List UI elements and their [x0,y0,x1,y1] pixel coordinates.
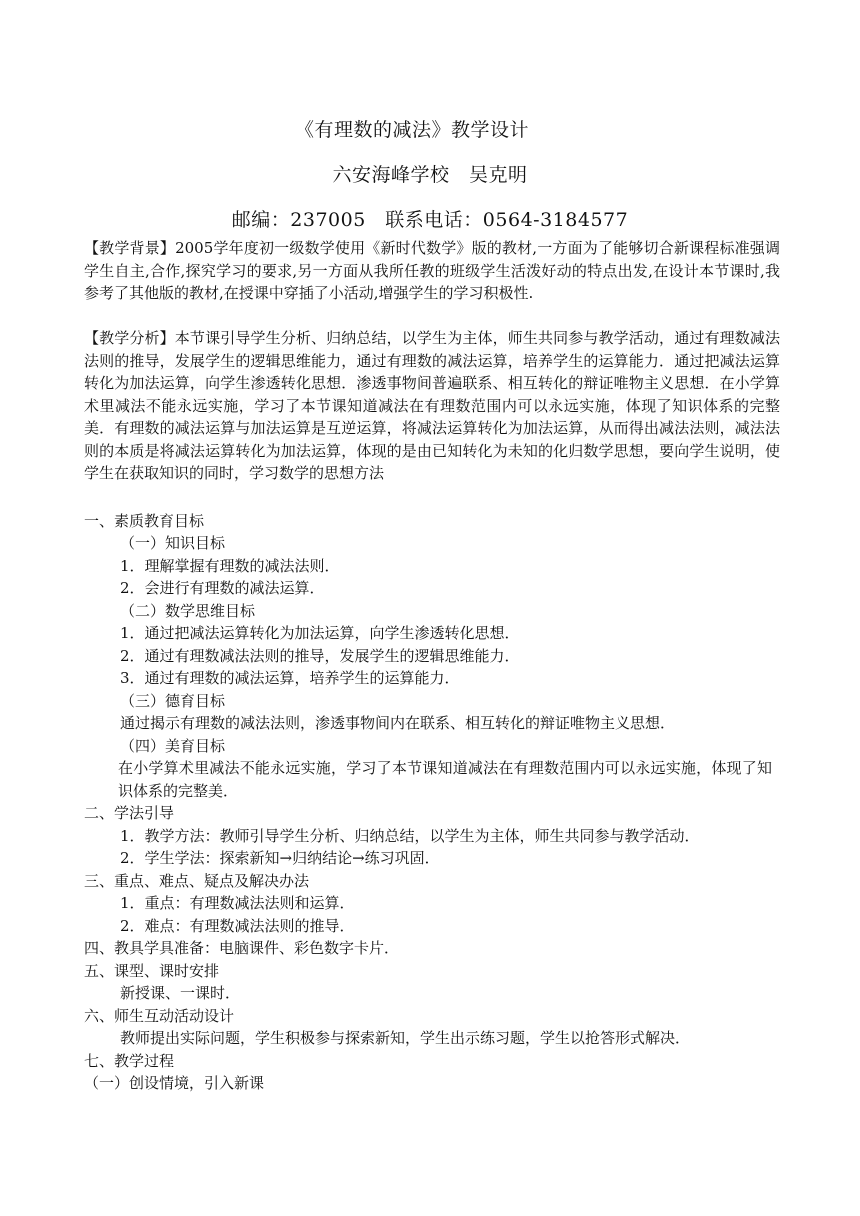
list-item: 1．通过把减法运算转化为加法运算，向学生渗透转化思想． [120,624,520,642]
list-item: 教师提出实际问题，学生积极参与探索新知，学生出示练习题，学生以抢答形式解决． [120,1029,691,1047]
analysis-paragraph: 【教学分析】本节课引导学生分析、归纳总结，以学生为主体，师生共同参与教学活动，通过有理数减法法则的推导，发展学生的逻辑思维能力，通过有理数的减法运算，培养学生的运算能力．通过把减法运算转化为加法运算，向学生渗透转化思想．渗透事物间普遍联系、相互转化的辩证唯物主义思想．在小学算术里减法不能永远实施，学习了本节课知道减法在有理数范围内可以永远实施，体现了知识体系的完整美．有理数的减法运算与加法运算是互逆运算，将减法运算转化为加法运算，从而得出减法法则，减法法则的本质是将减法运算转化为加法运算，体现的是由已知转化为未知的化归数学思想，要向学生说明，使学生在获取知识的同时，学习数学的思想方法 [84,329,780,482]
section-heading-4: 四、教具学具准备：电脑课件、彩色数字卡片． [84,939,400,957]
list-item: 2．会进行有理数的减法运算． [120,579,325,597]
subsection-heading: （一）创设情境，引入新课 [84,1074,265,1092]
list-item: 通过揭示有理数的减法法则，渗透事物间内在联系、相互转化的辩证唯物主义思想． [120,714,676,732]
list-item: 3．通过有理数的减法运算，培养学生的运算能力． [120,669,460,687]
section-heading-5: 五、课型、课时安排 [84,962,220,980]
list-item: 2．通过有理数减法法则的推导，发展学生的逻辑思维能力． [120,647,520,665]
author-line: 六安海峰学校 吴克明 [332,164,528,186]
list-item: 1．教学方法：教师引导学生分析、归纳总结，以学生为主体，师生共同参与教学活动． [120,827,700,845]
subsection-heading: （二）数学思维目标 [120,602,256,620]
list-item: 新授课、一课时． [120,984,241,1002]
section-heading-1: 一、素质教育目标 [84,512,205,530]
subsection-heading: （一）知识目标 [120,534,226,552]
list-item: 在小学算术里减法不能永远实施，学习了本节课知道减法在有理数范围内可以永远实施，体现了知识体系的完整美． [118,759,772,800]
section-heading-2: 二、学法引导 [84,804,175,822]
contact-line: 邮编：237005 联系电话：0564-3184577 [231,209,629,231]
subsection-heading: （四）美育目标 [120,737,226,755]
list-item: 1．理解掌握有理数的减法法则． [120,557,340,575]
list-item: 1．重点：有理数减法法则和运算． [120,894,355,912]
document-title: 《有理数的减法》教学设计 [294,119,529,141]
background-paragraph: 【教学背景】2005学年度初一级数学使用《新时代数学》版的教材,一方面为了能够切合新课程标准强调学生自主,合作,探究学习的要求,另一方面从我所任教的班级学生活泼好动的特点出发,在设计本节课时,我参考了其他版的教材,在授课中穿插了小活动,增强学生的学习积极性. [84,239,780,302]
list-item: 2．学生学法：探索新知→归纳结论→练习巩固． [120,849,440,867]
section-heading-6: 六、师生互动活动设计 [84,1007,235,1025]
list-item: 2．难点：有理数减法法则的推导． [120,917,355,935]
subsection-heading: （三）德育目标 [120,692,226,710]
section-heading-7: 七、教学过程 [84,1052,175,1070]
section-heading-3: 三、重点、难点、疑点及解决办法 [84,872,310,890]
